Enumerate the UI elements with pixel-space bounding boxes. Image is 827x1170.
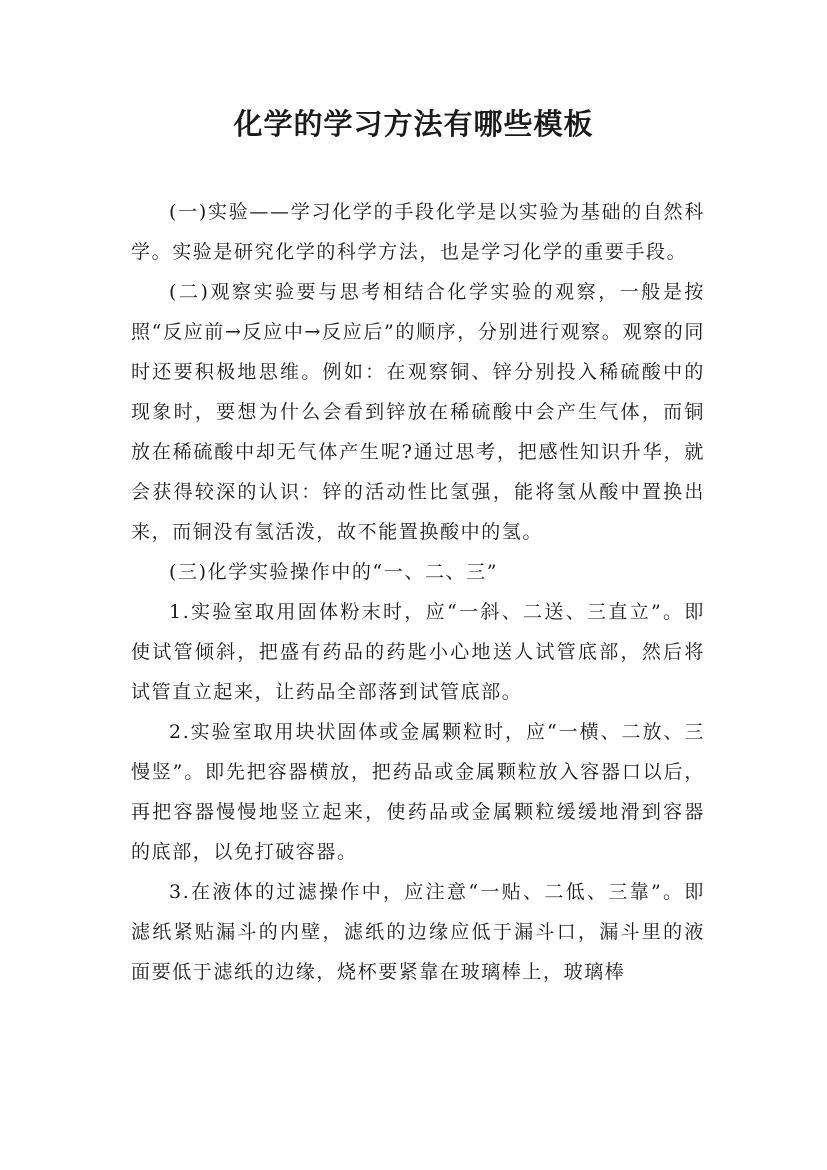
paragraph-experiment: (一)实验——学习化学的手段化学是以实验为基础的自然科学。实验是研究化学的科学方法，也是学习化学的重要手段。 [131, 201, 705, 263]
paragraph-operations-heading: (三)化学实验操作中的“一、二、三” [169, 561, 499, 583]
document-body [131, 192, 705, 992]
paragraph-observation: (二)观察实验要与思考相结合化学实验的观察，一般是按照“反应前→反应中→反应后”的顺序，分别进行观察。观察的同时还要积极地思维。例如：在观察铜、锌分别投入稀硫酸中的现象时，要想为什么会看到锌放在稀硫酸中会产生气体，而铜放在稀硫酸中却无气体产生呢?通过思考，把感性知识升华，就会获得较深的认识：锌的活动性比氢强，能将氢从酸中置换出来，而铜没有氢活泼，故不能置换酸中的氢。 [131, 281, 705, 543]
paragraph-item-3: 3.在液体的过滤操作中，应注意“一贴、二低、三靠”。即滤纸紧贴漏斗的内壁，滤纸的边缘应低于漏斗口，漏斗里的液面要低于滤纸的边缘，烧杯要紧靠在玻璃棒上，玻璃棒 [131, 881, 705, 983]
document-title: 化学的学习方法有哪些模板 [233, 107, 594, 141]
paragraph-item-2: 2.实验室取用块状固体或金属颗粒时，应“一横、二放、三慢竖”。即先把容器横放，把药品或金属颗粒放入容器口以后，再把容器慢慢地竖立起来，使药品或金属颗粒缓缓地滑到容器的底部，以免打破容器。 [131, 721, 705, 863]
paragraph-item-1: 1.实验室取用固体粉末时，应“一斜、二送、三直立”。即使试管倾斜，把盛有药品的药匙小心地送人试管底部，然后将试管直立起来，让药品全部落到试管底部。 [131, 601, 705, 703]
